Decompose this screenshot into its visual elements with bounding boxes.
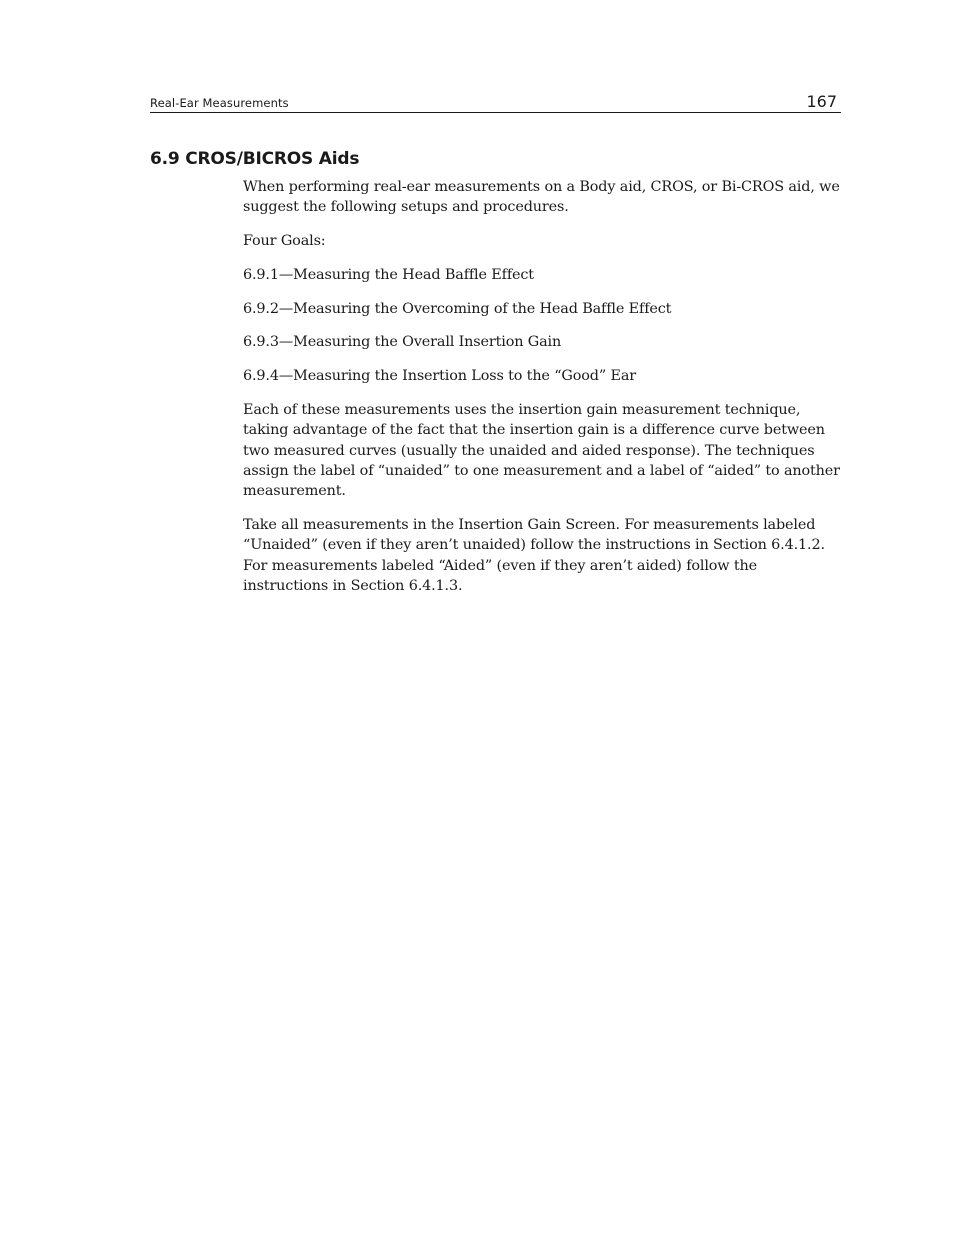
running-header-title: Real-Ear Measurements (150, 96, 289, 110)
page-number: 167 (806, 92, 837, 111)
section-heading: 6.9 CROS/BICROS Aids (150, 149, 360, 169)
goal-item: 6.9.2—Measuring the Overcoming of the Head Baffle Effect (243, 300, 672, 317)
technique-paragraph: Each of these measurements uses the insertion gain measurement technique, taking advantage of the fact that the insertion gain is a difference curve between two measured curves (usually the unaided and aided response). The techniques assign the label of “unaided” to one measurement and a label of “aided” to another measurement. (243, 402, 840, 500)
goals-label: Four Goals: (243, 233, 326, 250)
section-body (243, 177, 843, 610)
goal-item: 6.9.3—Measuring the Overall Insertion Gain (243, 334, 562, 351)
running-header (150, 90, 841, 113)
goal-item: 6.9.4—Measuring the Insertion Loss to the “Good” Ear (243, 368, 637, 385)
instructions-paragraph: Take all measurements in the Insertion Gain Screen. For measurements labeled “Unaided” (even if they aren’t unaided) follow the instructions in Section 6.4.1.2. For measurements labeled “Aided” (even if they aren’t aided) follow the instructions in Section 6.4.1.3. (243, 517, 825, 594)
goal-item: 6.9.1—Measuring the Head Baffle Effect (243, 266, 534, 283)
intro-paragraph: When performing real-ear measurements on a Body aid, CROS, or Bi-CROS aid, we suggest the following setups and procedures. (243, 179, 840, 216)
